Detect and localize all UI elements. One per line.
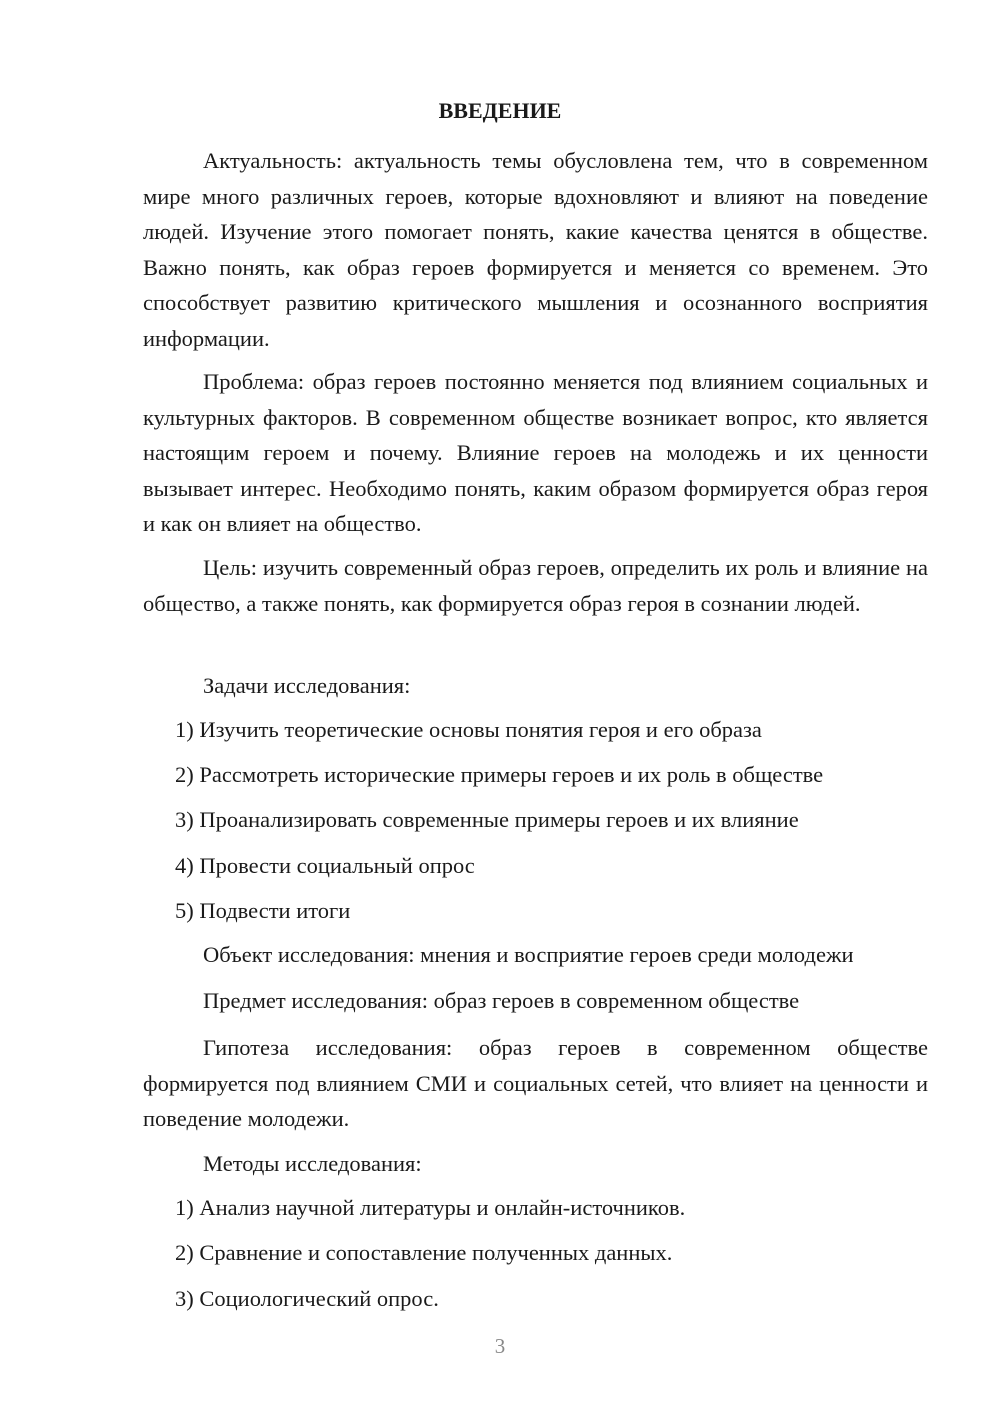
- task-item-4: 4) Провести социальный опрос: [175, 853, 475, 878]
- task-item-5: 5) Подвести итоги: [175, 898, 351, 923]
- page-number: 3: [494, 1334, 506, 1358]
- tasks-heading: Задачи исследования:: [203, 673, 411, 698]
- goal-paragraph: Цель: изучить современный образ героев, определить их роль и влияние на общество, а также понять, как формируется образ героя в сознании людей.: [143, 555, 928, 616]
- method-item-1: 1) Анализ научной литературы и онлайн-источников.: [175, 1195, 686, 1220]
- subject-paragraph: Предмет исследования: образ героев в современном обществе: [203, 988, 800, 1013]
- task-item-1: 1) Изучить теоретические основы понятия героя и его образа: [175, 717, 762, 742]
- methods-heading: Методы исследования:: [203, 1151, 422, 1176]
- hypothesis-paragraph: Гипотеза исследования: образ героев в современном обществе формируется под влиянием СМИ и социальных сетей, что влияет на ценности и поведение молодежи.: [143, 1035, 928, 1131]
- method-item-2: 2) Сравнение и сопоставление полученных данных.: [175, 1240, 673, 1265]
- task-item-2: 2) Рассмотреть исторические примеры героев и их роль в обществе: [175, 762, 824, 787]
- task-item-3: 3) Проанализировать современные примеры героев и их влияние: [175, 807, 799, 832]
- problem-paragraph: Проблема: образ героев постоянно меняется под влиянием социальных и культурных факторов. В современном обществе возникает вопрос, кто является настоящим героем и почему. Влияние героев на молодежь и их ценности вызывает интерес. Необходимо понять, каким образом формируется образ героя и как он влияет на общество.: [143, 369, 928, 536]
- relevance-paragraph: Актуальность: актуальность темы обусловлена тем, что в современном мире много различных героев, которые вдохновляют и влияют на поведение людей. Изучение этого помогает понять, какие качества ценятся в обществе. Важно понять, как образ героев формируется и меняется со временем. Это способствует развитию критического мышления и осознанного восприятия информации.: [143, 148, 928, 351]
- object-paragraph: Объект исследования: мнения и восприятие героев среди молодежи: [203, 942, 854, 967]
- section-title: ВВЕДЕНИЕ: [438, 98, 562, 123]
- method-item-3: 3) Социологический опрос.: [175, 1286, 439, 1311]
